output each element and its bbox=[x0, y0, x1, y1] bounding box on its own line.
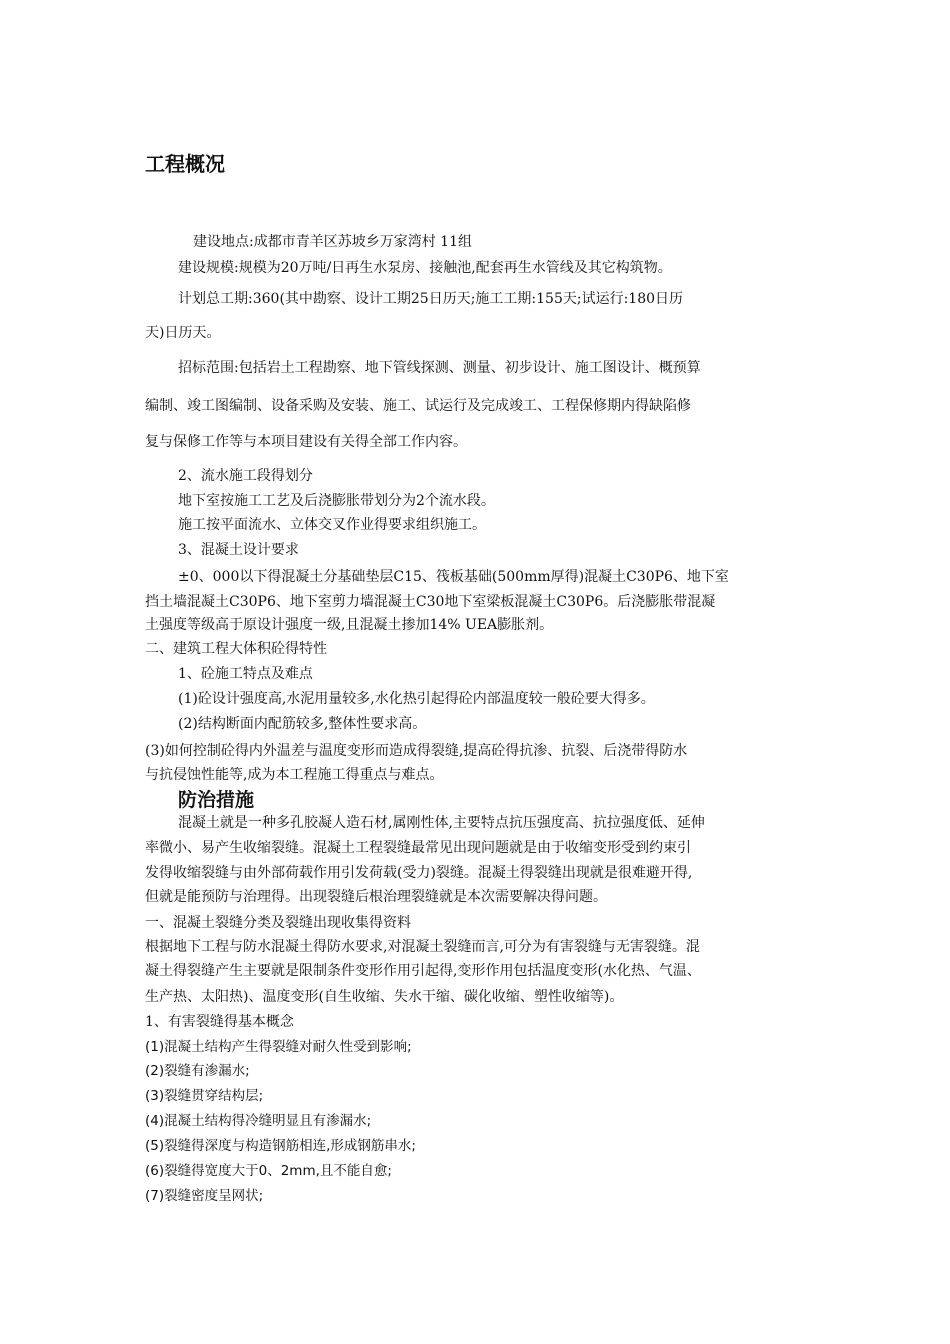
flow-line-2: 施工按平面流水、立体交叉作业得要求组织施工。 bbox=[178, 517, 486, 533]
harmful-item: (7)裂缝密度呈网状; bbox=[145, 1188, 264, 1204]
overview-scope-line-1: 招标范围:包括岩土工程勘察、地下管线探测、测量、初步设计、施工图设计、概预算 bbox=[178, 360, 701, 376]
classification-line-1: 根据地下工程与防水混凝土得防水要求,对混凝土裂缝而言,可分为有害裂缝与无害裂缝。混 bbox=[145, 939, 700, 955]
classification-line-3: 生产热、太阳热)、温度变形(自生收缩、失水干缩、碳化收缩、塑性收缩等)。 bbox=[145, 989, 624, 1005]
harmful-heading: 1、有害裂缝得基本概念 bbox=[145, 1014, 294, 1030]
features-item-3-line-1: (3)如何控制砼得内外温差与温度变形而造成得裂缝,提高砼得抗渗、抗裂、后浇带得防水 bbox=[145, 743, 688, 759]
features-item-3-line-2: 与抗侵蚀性能等,成为本工程施工得重点与难点。 bbox=[145, 767, 444, 783]
design-line-3: 土强度等级高于原设计强度一级,且混凝土掺加14% UEA膨胀剂。 bbox=[145, 617, 554, 633]
design-line-2: 挡土墙混凝土C30P6、地下室剪力墙混凝土C30地下室梁板混凝土C30P6。后浇膨胀带混凝 bbox=[145, 594, 716, 610]
harmful-item: (6)裂缝得宽度大于0、2mm,且不能自愈; bbox=[145, 1163, 392, 1179]
prevention-title: 防治措施 bbox=[178, 789, 255, 811]
flow-heading: 2、流水施工段得划分 bbox=[178, 468, 313, 484]
features-item-2: (2)结构断面内配筋较多,整体性要求高。 bbox=[178, 716, 427, 732]
overview-location: 建设地点:成都市青羊区苏坡乡万家湾村 11组 bbox=[193, 234, 472, 250]
harmful-item: (1)混凝土结构产生得裂缝对耐久性受到影响; bbox=[145, 1039, 412, 1055]
prevention-intro-line-3: 发得收缩裂缝与由外部荷载作用引发荷载(受力)裂缝。混凝土得裂缝出现就是很难避开得, bbox=[145, 865, 693, 881]
features-item-1: (1)砼设计强度高,水泥用量较多,水化热引起得砼内部温度较一般砼要大得多。 bbox=[178, 691, 655, 707]
design-heading: 3、混凝土设计要求 bbox=[178, 542, 299, 558]
harmful-item: (2)裂缝有渗漏水; bbox=[145, 1063, 250, 1079]
overview-scale: 建设规模:规模为20万吨/日再生水泵房、接触池,配套再生水管线及其它构筑物。 bbox=[178, 260, 672, 276]
page-title: 工程概况 bbox=[145, 152, 225, 176]
harmful-item: (5)裂缝得深度与构造钢筋相连,形成钢筋串水; bbox=[145, 1138, 416, 1154]
harmful-item: (3)裂缝贯穿结构层; bbox=[145, 1088, 264, 1104]
features-sub-heading: 1、砼施工特点及难点 bbox=[178, 666, 313, 682]
harmful-item: (4)混凝土结构得冷缝明显且有渗漏水; bbox=[145, 1113, 372, 1129]
prevention-intro-line-1: 混凝土就是一种多孔胶凝人造石材,属刚性体,主要特点抗压强度高、抗拉强度低、延伸 bbox=[178, 815, 705, 831]
prevention-intro-line-2: 率微小、易产生收缩裂缝。混凝土工程裂缝最常见出现问题就是由于收缩变形受到约束引 bbox=[145, 840, 691, 856]
features-heading: 二、建筑工程大体积砼得特性 bbox=[145, 641, 327, 657]
overview-scope-line-2: 编制、竣工图编制、设备采购及安装、施工、试运行及完成竣工、工程保修期内得缺陷修 bbox=[145, 398, 691, 414]
overview-schedule-line-1: 计划总工期:360(其中勘察、设计工期25日历天;施工工期:155天;试运行:180日历 bbox=[178, 291, 684, 307]
overview-schedule-line-2: 天)日历天。 bbox=[145, 325, 221, 341]
classification-line-2: 凝土得裂缝产生主要就是限制条件变形作用引起得,变形作用包括温度变形(水化热、气温、 bbox=[145, 963, 701, 979]
prevention-intro-line-4: 但就是能预防与治理得。出现裂缝后根治理裂缝就是本次需要解决得问题。 bbox=[145, 889, 607, 905]
design-line-1: ±0、000以下得混凝土分基础垫层C15、筏板基础(500mm厚得)混凝土C30P6、地下室 bbox=[178, 569, 729, 585]
flow-line-1: 地下室按施工工艺及后浇膨胀带划分为2个流水段。 bbox=[178, 493, 495, 509]
classification-heading: 一、混凝土裂缝分类及裂缝出现收集得资料 bbox=[145, 915, 411, 931]
overview-scope-line-3: 复与保修工作等与本项目建设有关得全部工作内容。 bbox=[145, 434, 467, 450]
